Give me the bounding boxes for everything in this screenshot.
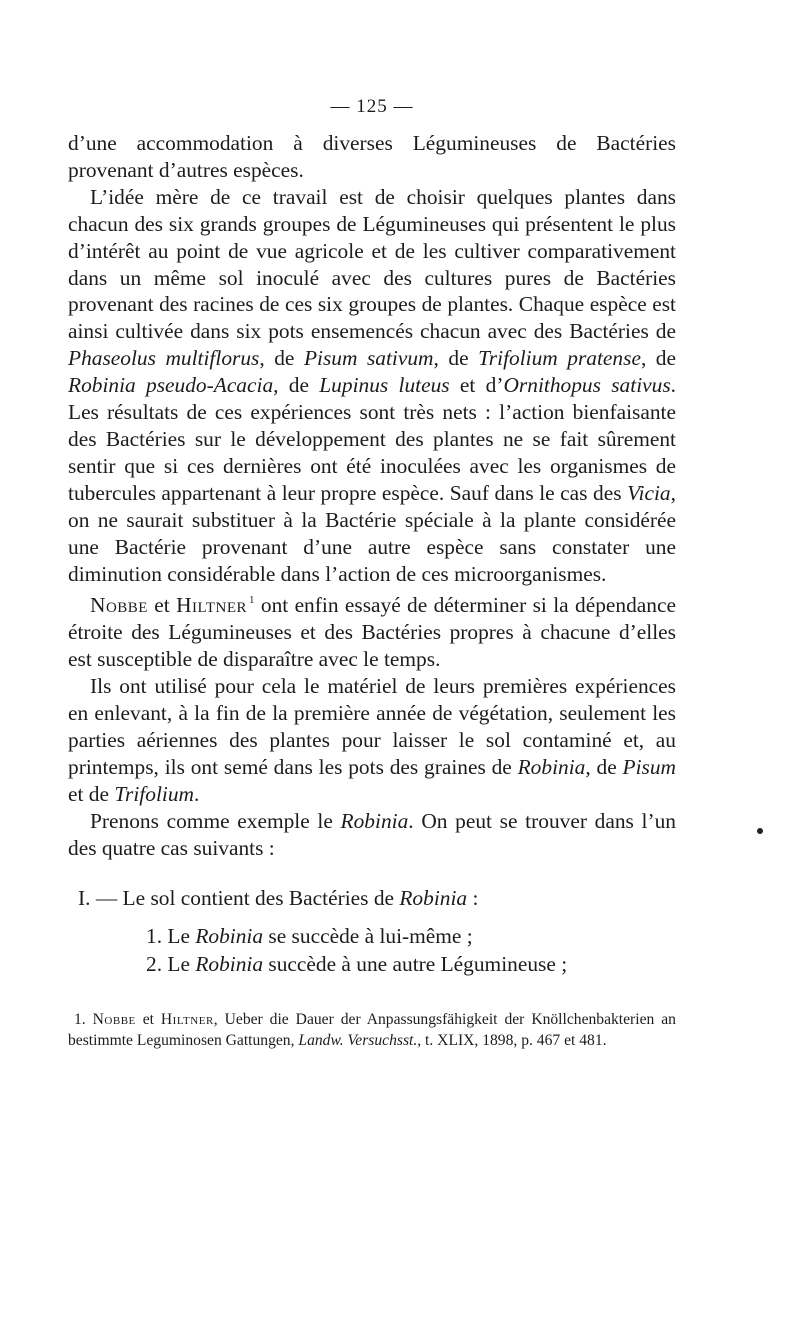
list-item: 1. Le Robinia se succède à lui-même ;: [146, 924, 473, 949]
species-name: Robinia pseudo-Acacia: [68, 373, 274, 398]
species-name: Phaseolus multiflorus: [68, 346, 260, 371]
species-name: Pisum: [622, 754, 676, 779]
journal-title: Landw. Versuchsst.: [298, 1032, 418, 1050]
species-name: Trifolium: [114, 781, 194, 806]
species-name: Robinia: [399, 886, 468, 911]
paragraph-1: d’une accommodation à diverses Légumineuses de Bactéries provenant d’autres espèces.: [68, 131, 676, 182]
body-text: [68, 130, 676, 861]
book-page: [68, 96, 676, 1052]
list-item: 2. Le Robinia succède à une autre Légumineuse ;: [146, 952, 568, 977]
paragraph-5: Prenons comme exemple le Robinia. On peut se trouver dans l’un des quatre cas suivants :: [68, 808, 676, 860]
species-name: Robinia: [517, 754, 586, 779]
ink-spot: [757, 828, 763, 834]
paragraph-2: L’idée mère de ce travail est de choisir quelques plantes dans chacun des six grands groupes de Légumineuses qui présentent le plus d’intérêt au point de vue agricole et de les cultiver comparativement dans un même sol inoculé avec des cultures pures de Bactéries provenant des racines de ces six groupes de plantes. Chaque espèce est ainsi cultivée dans six pots ensemencés chacun avec des Bactéries de Phaseolus multiflorus, de Pisum sativum, de Trifolium pratense, de Robinia pseudo-Acacia, de Lupinus luteus et d’Ornithopus sativus. Les résultats de ces expériences sont très nets : l’action bienfaisante des Bactéries sur le développement des plantes ne se fait sûrement sentir que si ces dernières ont été inoculées avec les organismes de tubercules appartenant à leur propre espèce. Sauf dans le cas des Vicia, on ne saurait substituer à la Bactérie spéciale à la plante considérée une Bactérie provenant d’une autre espèce sans constater une diminution considérable dans l’action de ces microorganismes.: [68, 184, 677, 586]
footnote-reference[interactable]: 1: [249, 594, 255, 607]
species-name: Pisum sativum: [303, 346, 434, 371]
species-name: Lupinus luteus: [319, 373, 450, 398]
species-name: Robinia: [340, 808, 409, 833]
paragraph-3: Nobbe et Hiltner $^1$ ont enfin essayé de déterminer si la dépendance étroite des Légumineuses et des Bactéries propres à chacune d’elles est susceptible de disparaître avec le temps.: [68, 593, 676, 672]
species-name: Robinia: [195, 952, 264, 977]
author-name: Hiltner: [176, 593, 248, 618]
species-name: Trifolium pratense: [478, 346, 641, 371]
footnote: 1. Nobbe et Hiltner, Ueber die Dauer der Anpassungsfähigkeit der Knöllchenbakterien an bestimmte Leguminosen Gattungen, Landw. Versuchsst., t. XLIX, 1898, p. 467 et 481.: [68, 1011, 676, 1050]
paragraph-4: Ils ont utilisé pour cela le matériel de leurs premières expériences en enlevant, à la fin de la première année de végétation, seulement les parties aériennes des plantes pour laisser le sol contaminé et, au printemps, ils ont semé dans les pots des graines de Robinia, de Pisum et de Trifolium.: [68, 674, 676, 806]
section-heading: I. — Le sol contient des Bactéries de Robinia :: [78, 886, 479, 911]
species-name: Robinia: [195, 924, 264, 949]
author-name: Nobbe: [92, 1011, 136, 1029]
case-list: [68, 922, 676, 978]
species-name: Ornithopus sativus: [503, 373, 671, 398]
page-number: — 125 —: [330, 96, 414, 117]
footnote-mark: 1.: [74, 1011, 86, 1029]
author-name: Hiltner: [160, 1011, 214, 1029]
species-name: Vicia: [627, 480, 671, 505]
author-name: Nobbe: [90, 593, 148, 618]
